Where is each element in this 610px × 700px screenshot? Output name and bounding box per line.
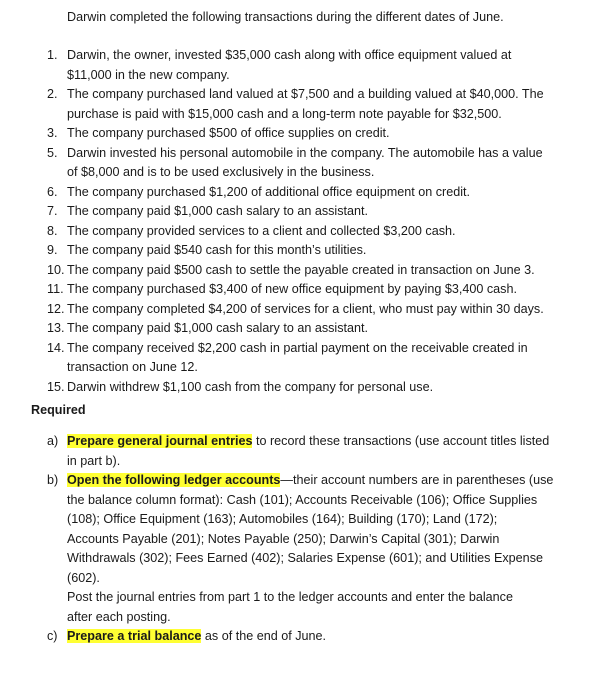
requirement-a	[0, 432, 610, 471]
requirement-text: Withdrawals (302); Fees Earned (402); Salaries Expense (601); and Utilities Expense	[67, 551, 543, 565]
transaction-item	[0, 280, 610, 300]
transaction-number: 13.	[47, 321, 65, 335]
transaction-number: 3.	[47, 126, 58, 140]
transaction-number: 14.	[47, 340, 65, 355]
transaction-item	[0, 378, 610, 398]
required-heading: Required	[31, 403, 86, 417]
transaction-item	[0, 144, 610, 183]
transaction-number: 1.	[47, 48, 58, 62]
highlighted-instruction: Prepare a trial balance	[67, 629, 202, 643]
transaction-item	[0, 222, 610, 242]
requirement-text: to record these transactions (use account titles listed	[252, 434, 550, 448]
transaction-number: 7.	[47, 204, 58, 218]
transaction-text: The company purchased $3,400 of new office equipment by paying $3,400 cash.	[67, 282, 517, 296]
transaction-number: 9.	[47, 243, 58, 257]
transaction-text: Darwin invested his personal automobile in the company. The automobile has a value	[67, 145, 543, 160]
transaction-text: The company completed $4,200 of services for a client, who must pay within 30 days.	[67, 301, 544, 316]
transaction-text: The company purchased $1,200 of additional office equipment on credit.	[67, 184, 471, 199]
transaction-text: The company paid $1,000 cash salary to an assistant.	[67, 321, 369, 335]
transaction-text: The company received $2,200 cash in partial payment on the receivable created in	[67, 340, 528, 355]
transaction-text: The company paid $1,000 cash salary to an assistant.	[67, 204, 369, 218]
transaction-number: 6.	[47, 184, 58, 199]
highlighted-instruction: Open the following ledger accounts	[67, 473, 281, 487]
transaction-number: 12.	[47, 301, 65, 316]
transaction-item	[0, 46, 610, 85]
transaction-item	[0, 300, 610, 320]
requirement-b	[0, 471, 610, 627]
requirement-text: —their account numbers are in parentheses (use	[280, 473, 554, 487]
transaction-text: The company paid $500 cash to settle the payable created in transaction on June 3.	[67, 262, 535, 277]
transaction-text: purchase is paid with $15,000 cash and a long-term note payable for $32,500.	[67, 106, 502, 121]
transaction-item	[0, 183, 610, 203]
transaction-item	[0, 202, 610, 222]
transaction-number: 2.	[47, 87, 58, 101]
transaction-number: 5.	[47, 145, 58, 160]
required-list	[0, 432, 610, 647]
transaction-text: The company purchased land valued at $7,500 and a building valued at $40,000. The	[67, 87, 544, 101]
transaction-list	[0, 46, 610, 397]
requirement-text: (602).	[67, 570, 100, 585]
transaction-item	[0, 241, 610, 261]
requirement-text: Post the journal entries from part 1 to the ledger accounts and enter the balance	[67, 590, 513, 604]
transaction-text: Darwin, the owner, invested $35,000 cash along with office equipment valued at	[67, 48, 512, 62]
transaction-item	[0, 319, 610, 339]
transaction-text: Darwin withdrew $1,100 cash from the company for personal use.	[67, 379, 434, 394]
transaction-text: The company provided services to a client and collected $3,200 cash.	[67, 223, 456, 238]
requirement-text: Accounts Payable (201); Notes Payable (250); Darwin’s Capital (301); Darwin	[67, 531, 500, 546]
transaction-number: 15.	[47, 379, 65, 394]
requirement-text: (108); Office Equipment (163); Automobiles (164); Building (170); Land (172);	[67, 512, 498, 526]
transaction-item	[0, 85, 610, 124]
requirement-label: a)	[47, 434, 59, 448]
transaction-text: of $8,000 and is to be used exclusively in the business.	[67, 165, 375, 179]
highlighted-instruction: Prepare general journal entries	[67, 434, 253, 448]
transaction-text: The company purchased $500 of office supplies on credit.	[67, 126, 390, 140]
intro-text: Darwin completed the following transactions during the different dates of June.	[67, 10, 504, 24]
requirement-text: after each posting.	[67, 609, 171, 624]
transaction-item	[0, 339, 610, 378]
transaction-number: 8.	[47, 223, 58, 238]
requirement-label: c)	[47, 629, 58, 643]
requirement-label: b)	[47, 473, 59, 487]
transaction-text: $11,000 in the new company.	[67, 67, 230, 82]
transaction-number: 11.	[47, 282, 64, 296]
requirement-text: the balance column format): Cash (101); Accounts Receivable (106); Office Supplies	[67, 492, 538, 507]
transaction-text: transaction on June 12.	[67, 360, 198, 374]
transaction-item	[0, 124, 610, 144]
requirement-text: as of the end of June.	[201, 629, 327, 643]
transaction-text: The company paid $540 cash for this month’s utilities.	[67, 243, 367, 257]
transaction-item	[0, 261, 610, 281]
transaction-number: 10.	[47, 262, 65, 277]
requirement-c	[0, 627, 610, 647]
requirement-text: in part b).	[67, 453, 121, 468]
